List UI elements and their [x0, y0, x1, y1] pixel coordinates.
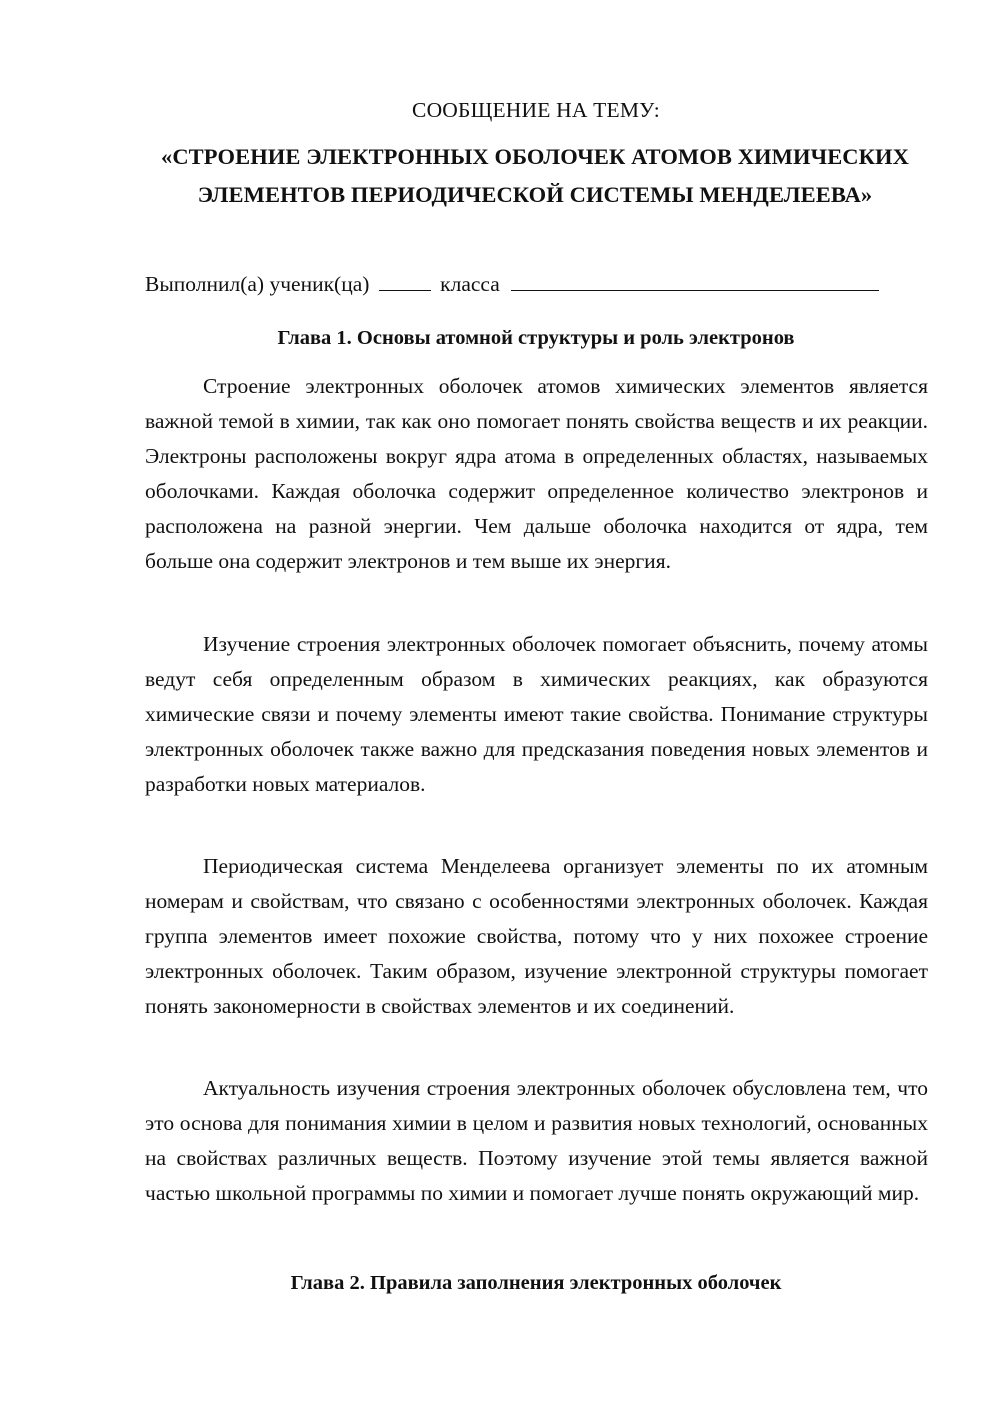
author-line: [145, 266, 935, 302]
document-type-line: СООБЩЕНИЕ НА ТЕМУ:: [412, 98, 660, 122]
body-paragraph: Строение электронных оболочек атомов химических элементов является важной темой в химии, так как оно помогает понять свойства веществ и их реакции. Электроны расположены вокруг ядра атома в определенных областях, называемых оболочками. Каждая оболочка содержит определенное количество электронов и расположена на разной энергии. Чем дальше оболочка находится от ядра, тем больше она содержит электронов и тем выше их энергия.: [145, 374, 928, 573]
student-name-blank: [511, 268, 879, 291]
body-paragraph: Актуальность изучения строения электронных оболочек обусловлена тем, что это основа для понимания химии в целом и развития новых технологий, основанных на свойствах различных веществ. Поэтому изучение этой темы является важной частью школьной программы по химии и помогает лучше понять окружающий мир.: [145, 1076, 928, 1205]
chapter-heading: Глава 1. Основы атомной структуры и роль электронов: [277, 327, 795, 349]
body-paragraph: Периодическая система Менделеева организует элементы по их атомным номерам и свойствам, что связано с особенностями электронных оболочек. Каждая группа элементов имеет похожие свойства, потому что у них похожее строение электронных оболочек. Таким образом, изучение электронной структуры помогает понять закономерности в свойствах элементов и их соединений.: [145, 854, 928, 1018]
class-label: класса: [440, 272, 500, 296]
chapter-heading: Глава 2. Правила заполнения электронных оболочек: [290, 1272, 782, 1294]
author-prefix-label: Выполнил(а) ученик(ца): [145, 272, 370, 296]
body-paragraph: Изучение строения электронных оболочек помогает объяснить, почему атомы ведут себя определенным образом в химических реакциях, как образуются химические связи и почему элементы имеют такие свойства. Понимание структуры электронных оболочек также важно для предсказания поведения новых элементов и разработки новых материалов.: [145, 632, 928, 796]
class-number-blank: [379, 268, 431, 291]
document-title: «СТРОЕНИЕ ЭЛЕКТРОННЫХ ОБОЛОЧЕК АТОМОВ ХИМИЧЕСКИХ ЭЛЕМЕНТОВ ПЕРИОДИЧЕСКОЙ СИСТЕМЫ МЕНДЕЛЕЕВА»: [160, 144, 910, 207]
